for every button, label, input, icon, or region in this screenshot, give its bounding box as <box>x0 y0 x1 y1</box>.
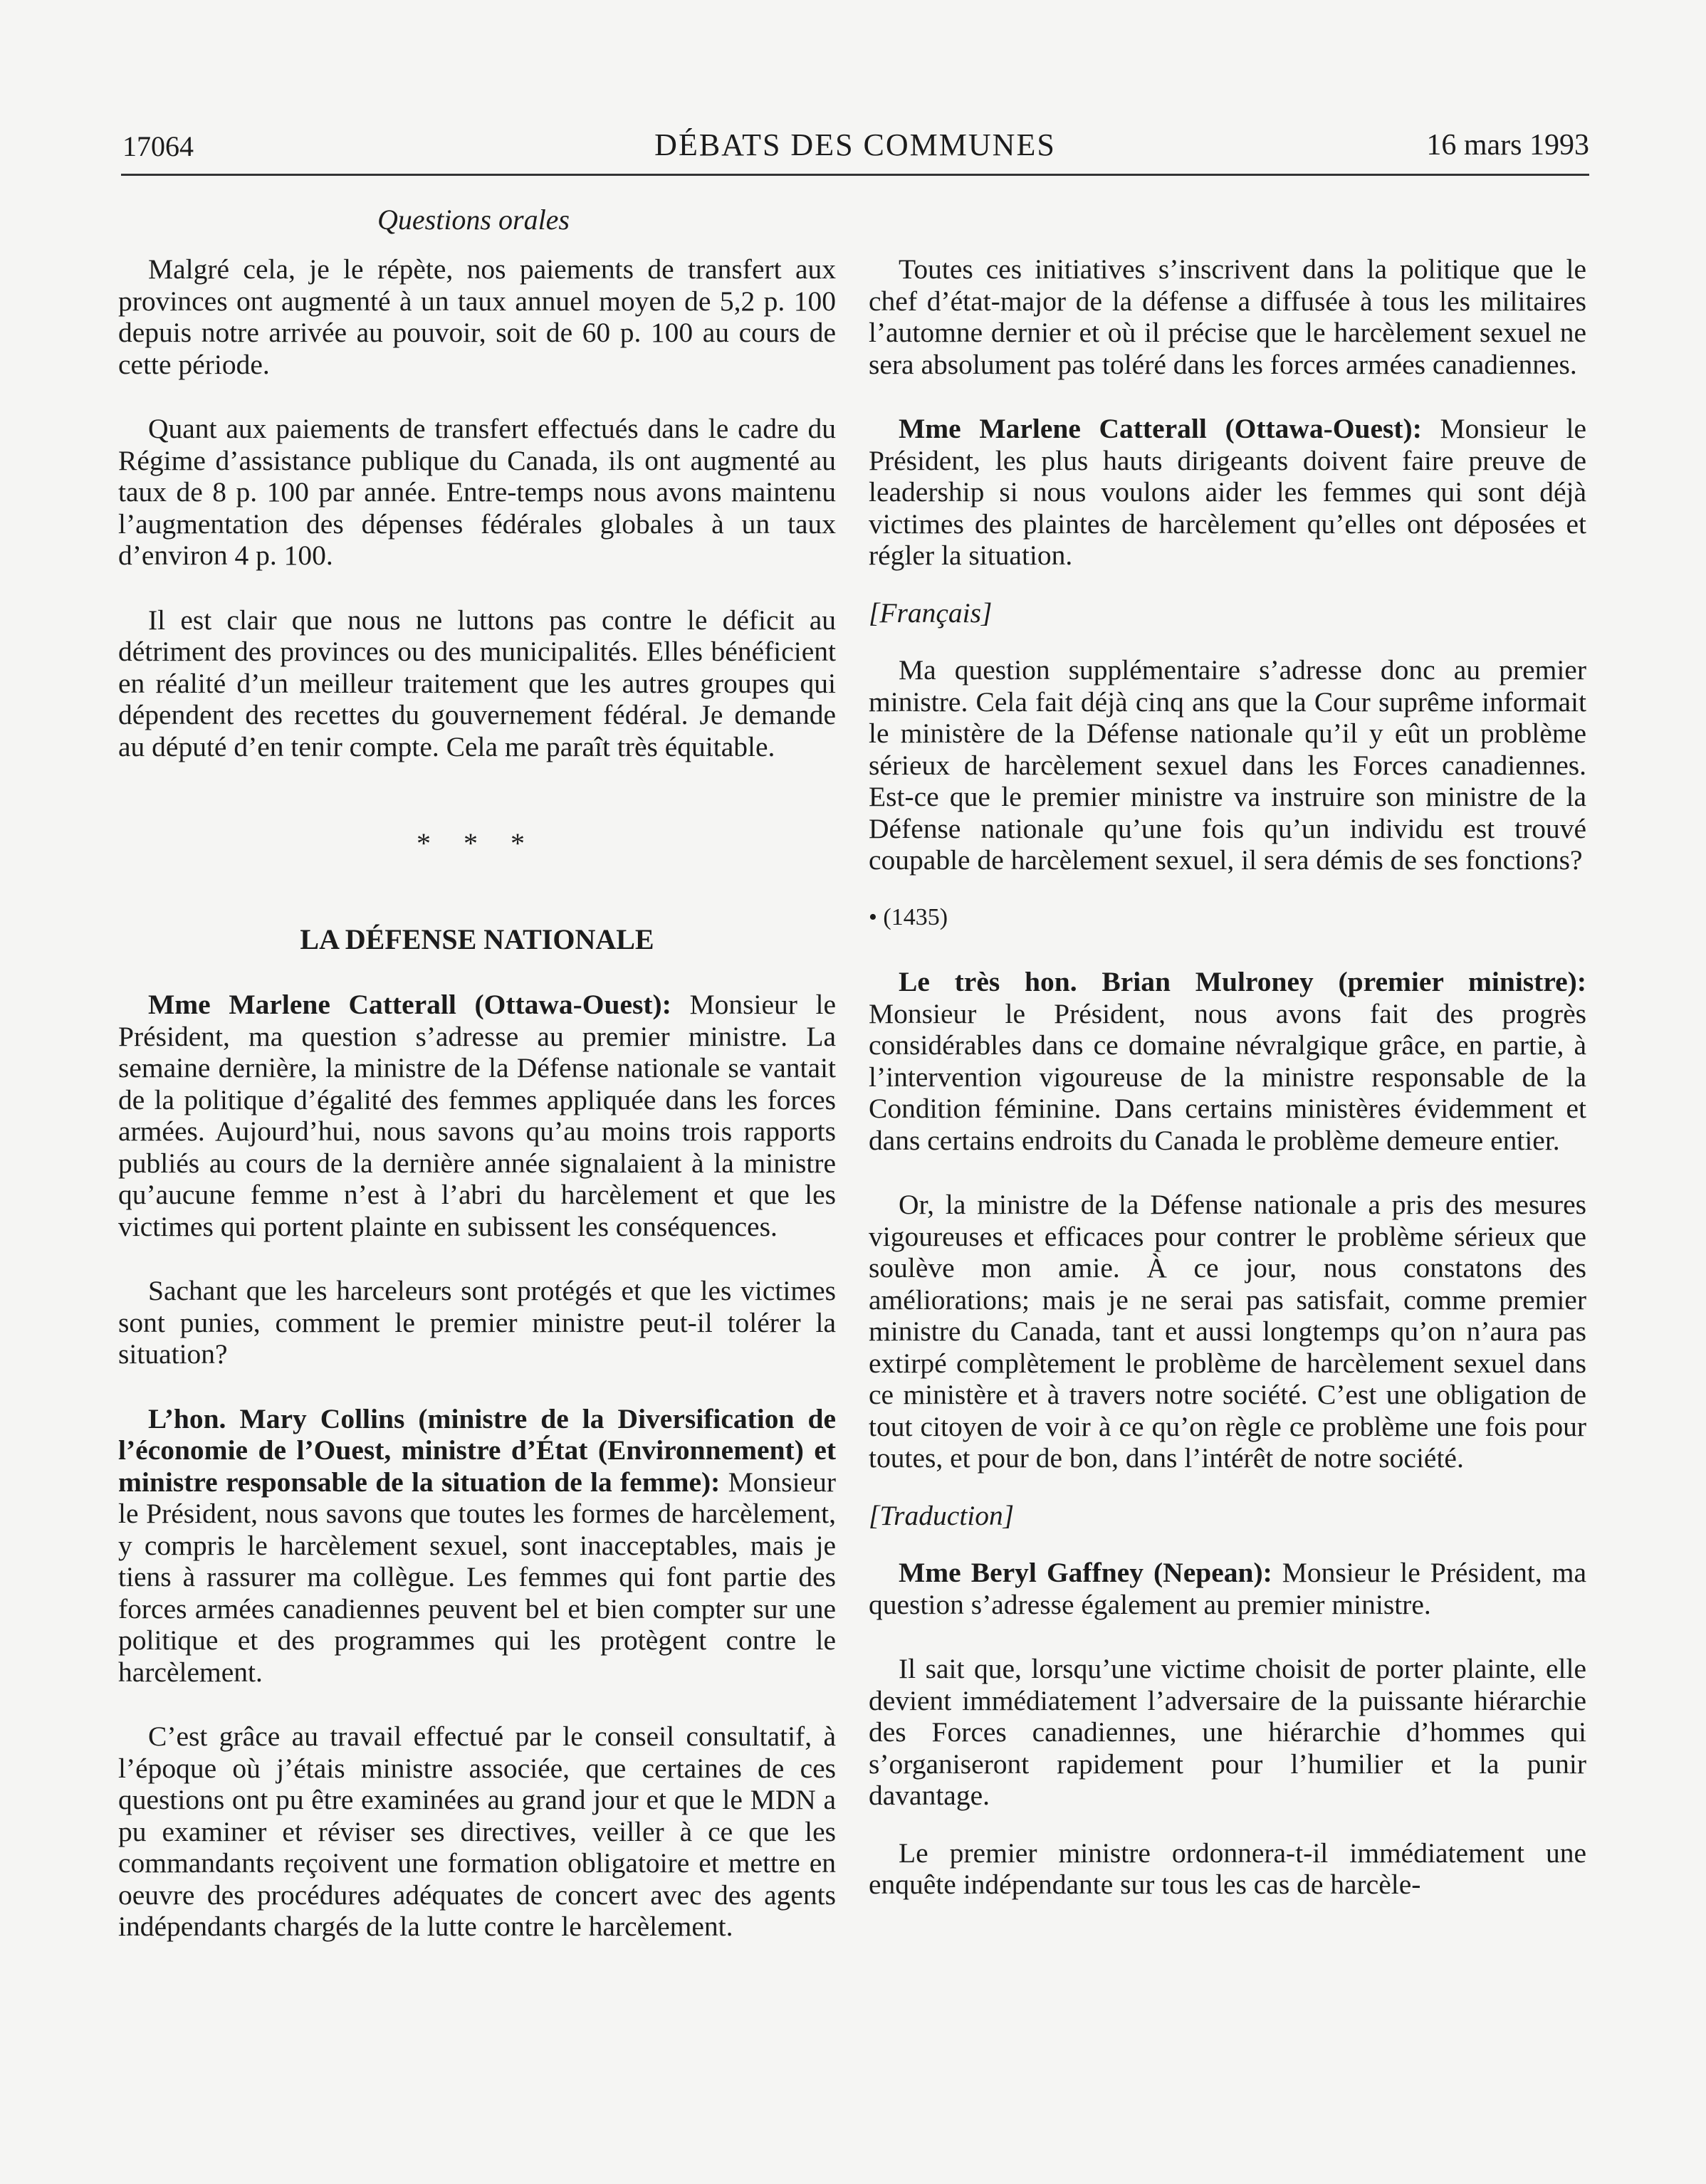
speaker-name: Mme Marlene Catterall (Ottawa-Ouest): <box>899 413 1422 444</box>
paragraph: Quant aux paiements de transfert effectués dans le cadre du Régime d’assistance publique du Canada, ils ont augmenté au taux de 8 p. 100 par année. Entre-temps nous avons maintenu l’augmentation des dépenses fédérales globales à un taux d’environ 4 p. 100. <box>118 413 836 571</box>
language-marker: [Français] <box>869 597 993 629</box>
speech-paragraph <box>869 966 1586 1156</box>
language-marker: [Traduction] <box>869 1499 1015 1531</box>
page-header <box>121 120 1589 176</box>
paragraph: Ma question supplémentaire s’adresse donc au premier ministre. Cela fait déjà cinq ans que la Cour suprême informait le ministère de la Défense nationale qu’il y eût un problème sérieux de harcèlement sexuel dans les Forces canadiennes. Est-ce que le premier ministre va instruire son ministre de la Défense nationale qu’une fois qu’un individu est trouvé coupable de harcèlement sexuel, il sera démis de ses fonctions? <box>869 654 1586 876</box>
paragraph: Le premier ministre ordonnera-t-il immédiatement une enquête indépendante sur tous les cas de harcèle- <box>869 1837 1586 1900</box>
speech-paragraph <box>869 413 1586 572</box>
section-heading: LA DÉFENSE NATIONALE <box>300 923 654 955</box>
speech-text: Monsieur le Président, ma question s’adresse au premier ministre. La semaine dernière, la ministre de la Défense nationale se vantait de la politique d’égalité des femmes appliquée dans les forces armées. Aujourd’hui, nous savons qu’au moins trois rapports publiés au cours de la dernière année signalaient à la ministre qu’aucune femme n’est à l’abri du harcèlement et que les victimes qui portent plainte en subissent les conséquences. <box>118 989 836 1242</box>
speech-text: Monsieur le Président, nous savons que toutes les formes de harcèlement, y compris le harcèlement sexuel, sont inacceptables, mais je tiens à rassurer ma collègue. Les femmes qui font partie des forces armées canadiennes peuvent bel et bien compter sur une politique et des programmes qui les protègent contre le harcèlement. <box>118 1466 837 1688</box>
speaker-name: L’hon. Mary Collins (ministre de la Diversification de l’économie de l’Ouest, ministre d’État (Environnement) et ministre responsable de la situation de la femme): <box>118 1402 836 1498</box>
speech-paragraph <box>118 989 836 1242</box>
section-separator: * * * <box>417 827 538 859</box>
speaker-name: Mme Beryl Gaffney (Nepean): <box>899 1557 1272 1588</box>
speech-paragraph <box>118 1403 836 1689</box>
speech-text: Monsieur le Président, les plus hauts dirigeants doivent faire preuve de leadership si nous voulons aider les femmes qui sont déjà victimes des plaintes de harcèlement qu’elles ont déposées et régler la situation. <box>869 413 1586 571</box>
publication-title: DÉBATS DES COMMUNES <box>654 127 1056 162</box>
paragraph: Toutes ces initiatives s’inscrivent dans la politique que le chef d’état-major de la défense a diffusée à tous les militaires l’automne dernier et où il précise que le harcèlement sexuel ne sera absolument pas toléré dans les forces armées canadiennes. <box>869 253 1586 380</box>
speaker-name: Le très hon. Brian Mulroney (premier ministre): <box>899 966 1586 997</box>
right-column <box>869 253 1586 1901</box>
publication-date: 16 mars 1993 <box>1426 129 1589 162</box>
speech-text: Monsieur le Président, nous avons fait des progrès considérables dans ce domaine névralgique grâce, en partie, à l’intervention vigoureuse de la ministre responsable de la Condition féminine. Dans certains ministères évidemment et dans certains endroits du Canada le problème demeure entier. <box>869 997 1586 1156</box>
page-number: 17064 <box>122 130 194 162</box>
paragraph: Malgré cela, je le répète, nos paiements de transfert aux provinces ont augmenté à un taux annuel moyen de 5,2 p. 100 depuis notre arrivée au pouvoir, soit de 60 p. 100 au cours de cette période. <box>118 253 836 380</box>
paragraph: Or, la ministre de la Défense nationale a pris des mesures vigoureuses et efficaces pour contrer le problème sérieux que soulève mon amie. À ce jour, nous constatons des améliorations; mais je ne serai pas satisfait, comme premier ministre du Canada, tant et aussi longtemps qu’on n’aura pas extirpé complètement le problème de harcèlement sexuel dans ce ministère et à travers notre société. C’est une obligation de tout citoyen de voir à ce qu’on règle ce problème une fois pour toutes, et pour de bon, dans l’intérêt de notre société. <box>869 1189 1586 1474</box>
speech-paragraph <box>869 1557 1586 1620</box>
speech-text: Monsieur le Président, ma question s’adresse également au premier ministre. <box>869 1557 1586 1620</box>
section-label: Questions orales <box>377 204 570 236</box>
time-marker: • (1435) <box>869 903 948 930</box>
paragraph: Sachant que les harceleurs sont protégés et que les victimes sont punies, comment le premier ministre peut-il tolérer la situation? <box>118 1275 836 1370</box>
left-column <box>118 253 836 1943</box>
paragraph: Il sait que, lorsqu’une victime choisit de porter plainte, elle devient immédiatement l’adversaire de la puissante hiérarchie des Forces canadiennes, une hiérarchie d’hommes qui s’organiseront rapidement pour l’humilier et la punir davantage. <box>869 1653 1586 1811</box>
speaker-name: Mme Marlene Catterall (Ottawa-Ouest): <box>148 989 671 1020</box>
paragraph: C’est grâce au travail effectué par le conseil consultatif, à l’époque où j’étais ministre associée, que certaines de ces questions ont pu être examinées au grand jour et que le MDN a pu examiner et réviser ses directives, veiller à ce que les commandants reçoivent une formation obligatoire et mettre en oeuvre des procédures adéquates de concert avec des agents indépendants chargés de la lutte contre le harcèlement. <box>118 1721 836 1942</box>
paragraph: Il est clair que nous ne luttons pas contre le déficit au détriment des provinces ou des municipalités. Elles bénéficient en réalité d’un meilleur traitement que les autres groupes qui dépendent des recettes du gouvernement fédéral. Je demande au député d’en tenir compte. Cela me paraît très équitable. <box>118 604 836 762</box>
